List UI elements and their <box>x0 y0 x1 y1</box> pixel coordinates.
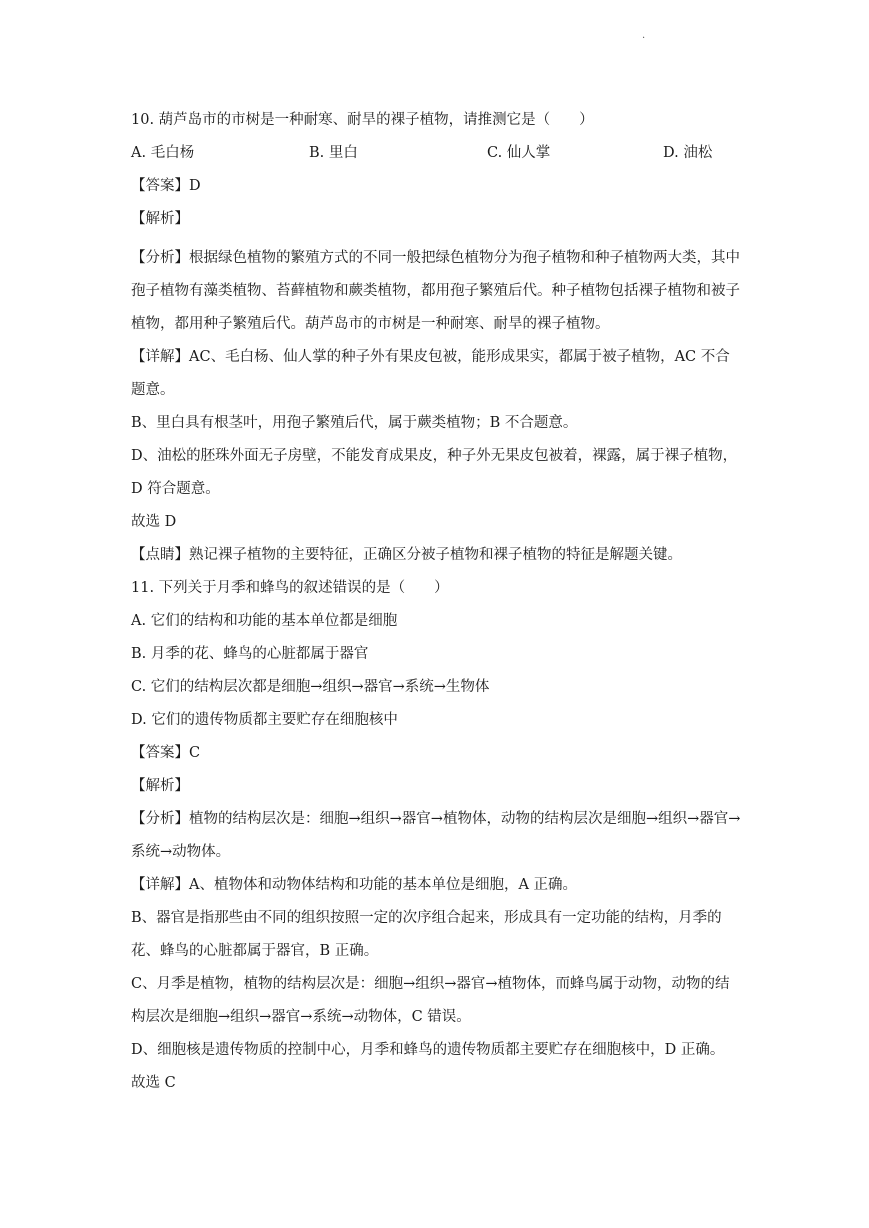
q10-detail: 【详解】AC、毛白杨、仙人掌的种子外有果皮包被，能形成果实，都属于被子植物，AC 不合题意。 <box>131 349 730 398</box>
q10-tip: 【点睛】熟记裸子植物的主要特征，正确区分被子植物和裸子植物的特征是解题关键。 <box>131 547 682 563</box>
q10-detail-b: B、里白具有根茎叶，用孢子繁殖后代，属于蕨类植物；B 不合题意。 <box>131 415 578 431</box>
q10-option-b: B. 里白 <box>309 145 358 161</box>
q11-question: 11. 下列关于月季和蜂鸟的叙述错误的是（ ） <box>131 580 449 596</box>
q10-analysis: 【分析】根据绿色植物的繁殖方式的不同一般把绿色植物分为孢子植物和种子植物两大类，其中孢子植物有藻类植物、苔藓植物和蕨类植物，都用孢子繁殖后代。种子植物包括裸子植物和被子植物，都用种子繁殖后代。葫芦岛市的市树是一种耐寒、耐旱的裸子植物。 <box>131 250 740 332</box>
q11-option-b: B. 月季的花、蜂鸟的心脏都属于器官 <box>131 646 369 662</box>
q11-detail-d: D、细胞核是遗传物质的控制中心，月季和蜂鸟的遗传物质都主要贮存在细胞核中，D 正确。 <box>131 1042 725 1058</box>
q10-option-d: D. 油松 <box>663 145 713 161</box>
q11-option-a: A. 它们的结构和功能的基本单位都是细胞 <box>131 613 398 629</box>
q10-detail-d: D、油松的胚珠外面无子房壁，不能发育成果皮，种子外无果皮包被着，裸露，属于裸子植物，D 符合题意。 <box>131 448 738 497</box>
q10-analysis-heading: 【解析】 <box>131 211 189 227</box>
q11-analysis-heading: 【解析】 <box>131 778 189 794</box>
q11-choice: 故选 C <box>131 1075 176 1091</box>
document-page <box>131 110 741 1100</box>
q10-question: 10. 葫芦岛市的市树是一种耐寒、耐旱的裸子植物，请推测它是（ ） <box>131 112 594 128</box>
q11-answer: 【答案】C <box>131 745 201 761</box>
header-mark: . <box>642 30 646 41</box>
q11-detail-b: B、器官是指那些由不同的组织按照一定的次序组合起来，形成具有一定功能的结构，月季的花、蜂鸟的心脏都属于器官，B 正确。 <box>131 910 722 959</box>
q11-analysis: 【分析】植物的结构层次是：细胞→组织→器官→植物体，动物的结构层次是细胞→组织→器官→系统→动物体。 <box>131 811 741 860</box>
q11-detail-c: C、月季是植物，植物的结构层次是：细胞→组织→器官→植物体，而蜂鸟属于动物，动物的结构层次是细胞→组织→器官→系统→动物体，C 错误。 <box>131 976 730 1025</box>
q10-options <box>131 143 741 163</box>
q10-answer: 【答案】D <box>131 178 201 194</box>
q10-option-a: A. 毛白杨 <box>131 145 195 161</box>
q11-detail-a: 【详解】A、植物体和动物体结构和功能的基本单位是细胞，A 正确。 <box>131 877 578 893</box>
q10-option-c: C. 仙人掌 <box>487 145 551 161</box>
q11-option-c: C. 它们的结构层次都是细胞→组织→器官→系统→生物体 <box>131 679 490 695</box>
q11-option-d: D. 它们的遗传物质都主要贮存在细胞核中 <box>131 712 398 728</box>
q10-choice: 故选 D <box>131 514 177 530</box>
